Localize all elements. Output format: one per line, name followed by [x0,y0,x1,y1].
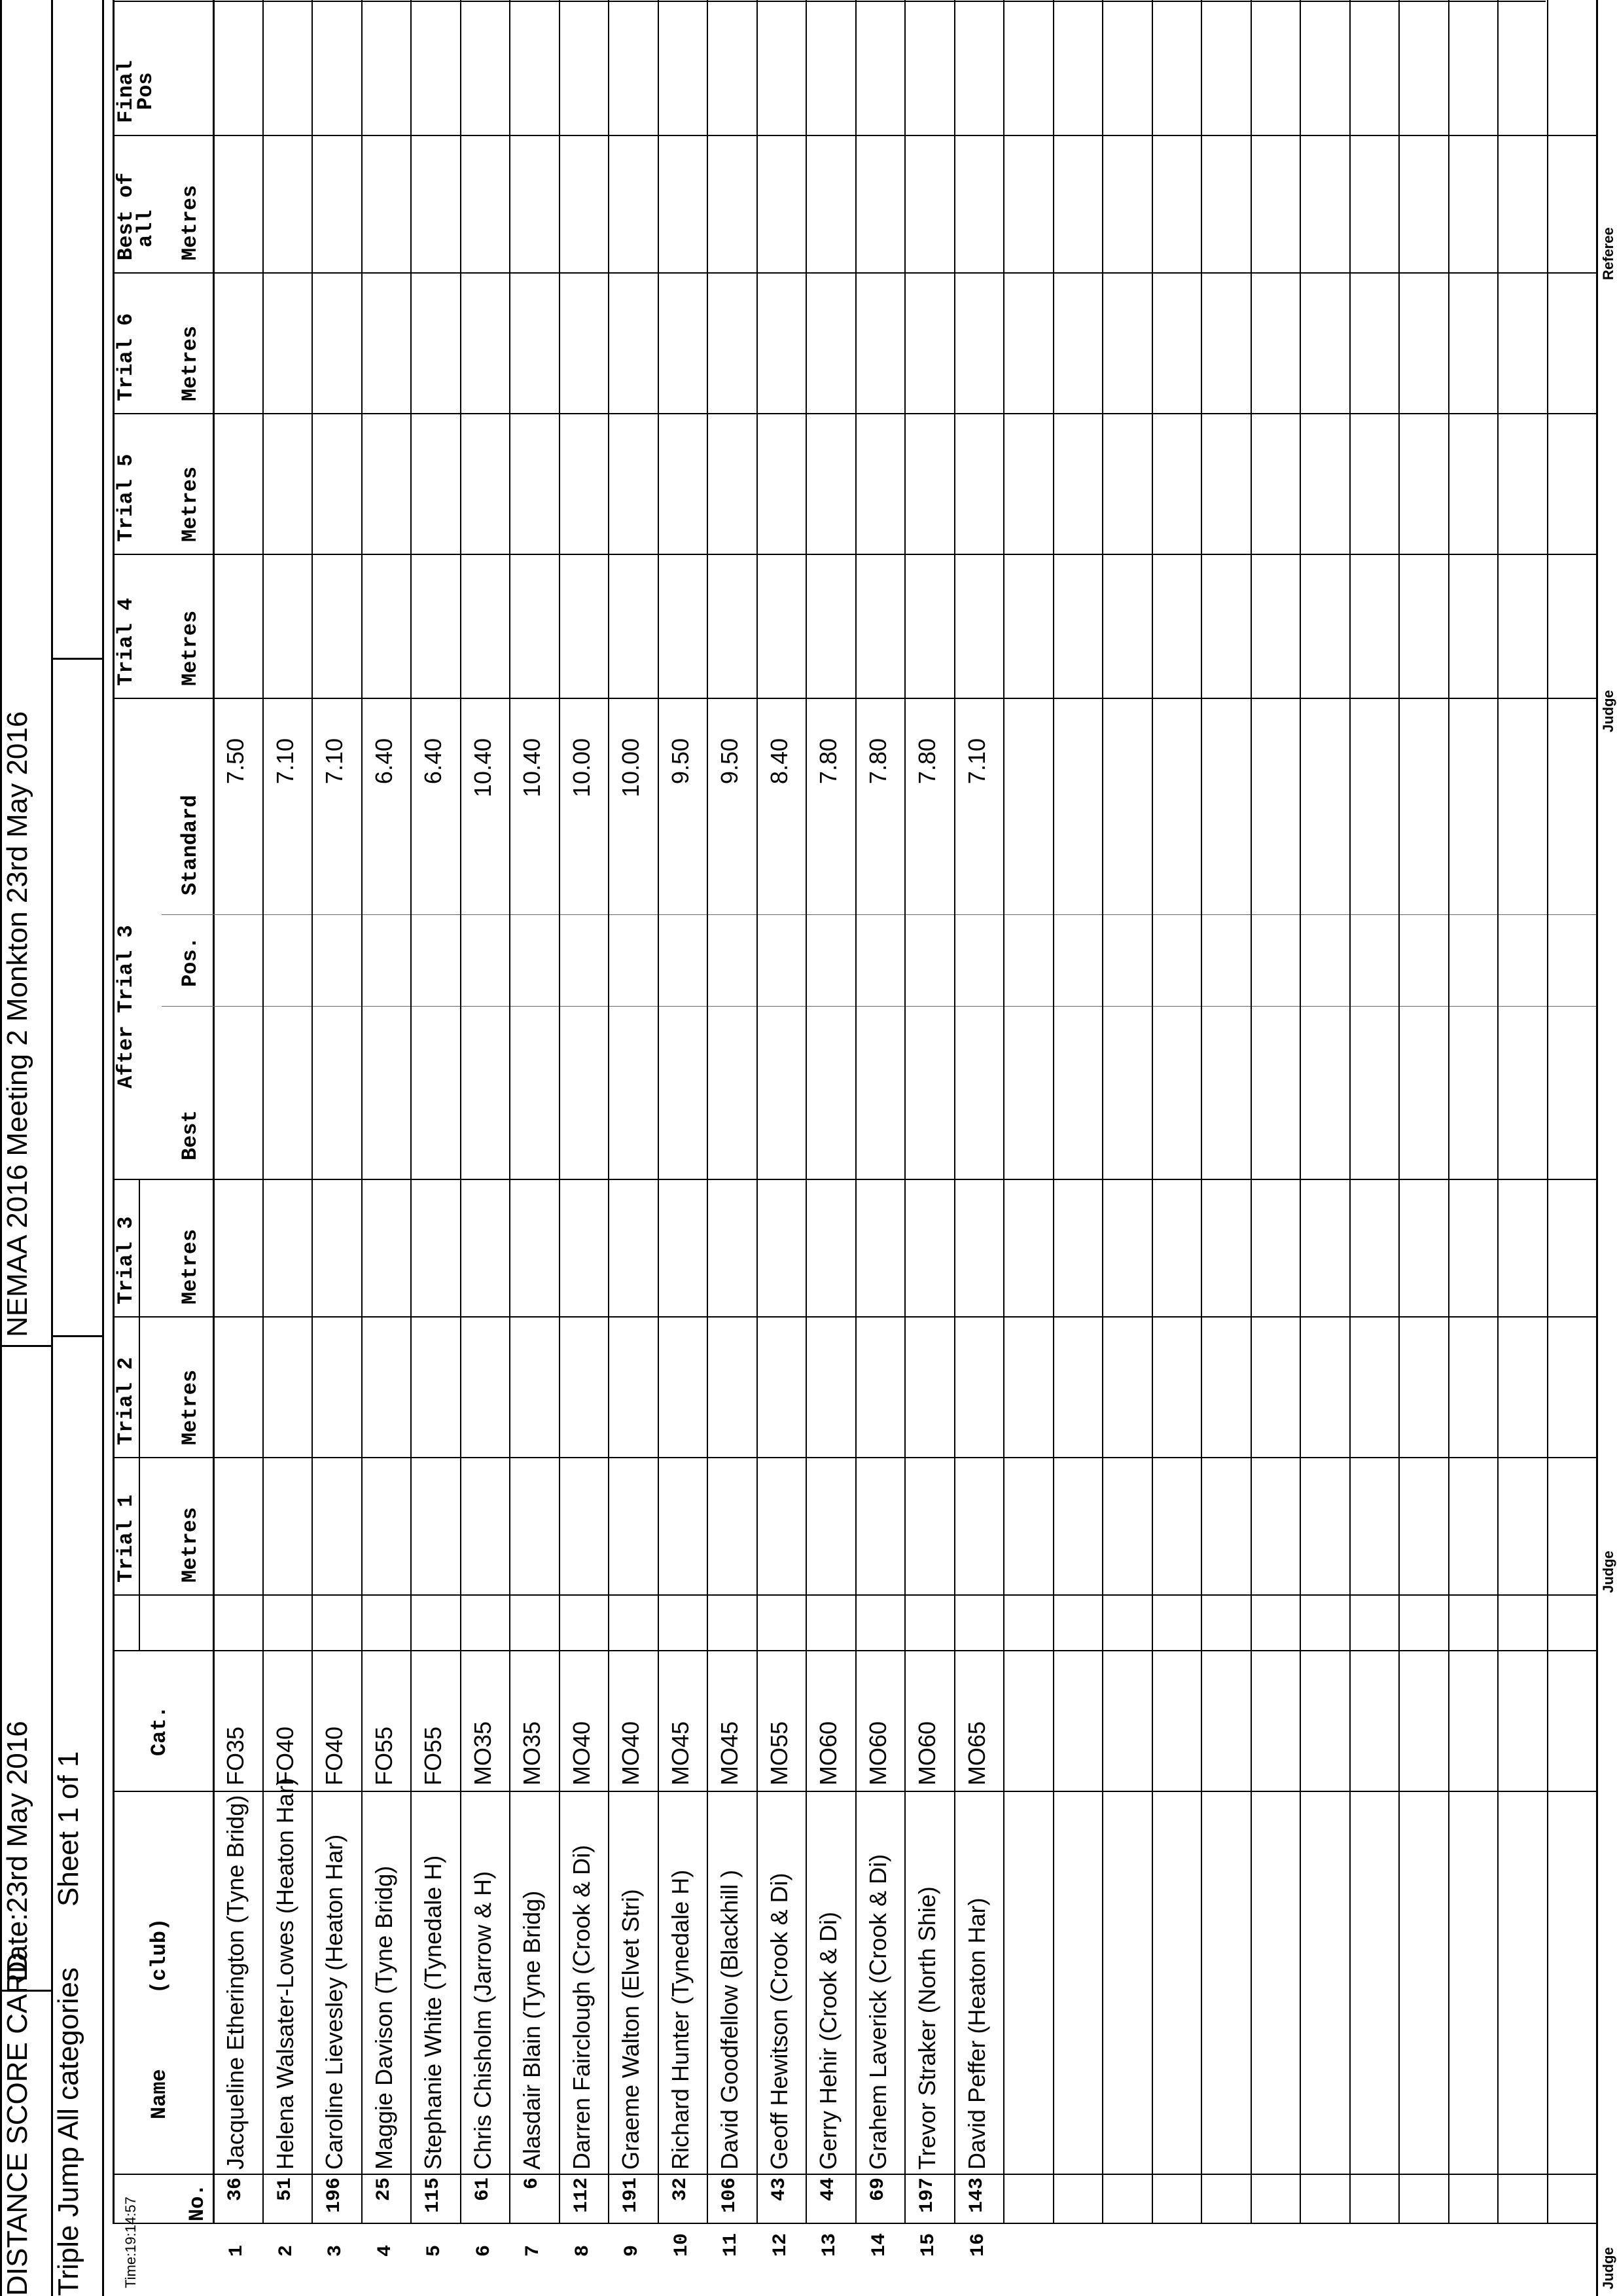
header-divider [51,0,53,2296]
col-line-trial5 [113,554,1596,555]
competitor-name: Richard Hunter (Tynedale H) [666,1869,694,2170]
after-sub-line-1 [162,1006,1596,1007]
row-line [262,0,264,2224]
competitor-category: MO60 [914,1721,940,1785]
column-header-after-best: Best [178,1110,202,1160]
row-index: 12 [769,2233,792,2257]
competitor-name: Trevor Straker (North Shie) [914,1886,940,2170]
row-index: 11 [720,2233,742,2257]
column-header-trial-5-unit: Metres [178,466,202,542]
competitor-number: 6 [521,2178,543,2190]
competitor-category: FO55 [419,1726,446,1785]
column-header-trial-4-unit: Metres [178,610,202,686]
signature-label-judge: Judge [1600,690,1616,732]
competitor-number: 36 [224,2178,247,2202]
row-line [954,0,955,2224]
standard-value: 6.40 [370,738,397,785]
column-header-trial-6-unit: Metres [178,325,202,401]
standard-value: 10.40 [469,738,496,798]
col-line-trial4 [113,698,1596,699]
row-line [1003,0,1004,2224]
competitor-number: 44 [817,2178,840,2202]
competitor-category: MO45 [666,1721,694,1785]
competitor-category: FO55 [370,1726,397,1785]
row-line [361,0,363,2224]
column-header-cat: Cat. [147,1706,171,1756]
row-index: 6 [472,2244,495,2257]
col-line-trial2 [113,1457,1596,1458]
column-header-after-standard: Standard [178,795,202,895]
competitor-name: Chris Chisholm (Jarrow & H) [469,1871,496,2170]
competitor-number: 197 [916,2178,938,2214]
competitor-name: Geoff Hewitson (Crook & Di) [765,1873,792,2170]
standard-value: 7.10 [963,738,990,785]
competitor-number: 51 [274,2178,296,2202]
card-date: Date:23rd May 2016 [1,1721,33,1982]
competitor-number: 32 [669,2178,692,2202]
col-line-trial3 [113,1316,1596,1318]
col-line-end [113,1,1546,2]
column-header-trial-5: Trial 5 [114,454,138,542]
signature-label-judge: Judge [1600,2247,1616,2289]
competitor-name: Maggie Davison (Tyne Bridg) [370,1865,397,2170]
row-line [1547,0,1548,2224]
col-line-cat [113,1791,1596,1792]
competitor-category: MO40 [567,1721,595,1785]
standard-value: 8.40 [765,738,792,785]
competitor-name: Darren Fairclough (Crook & Di) [567,1844,595,2170]
row-line [1152,0,1153,2224]
header-sep-date [0,1990,51,1992]
column-header-no: No. [185,2183,209,2221]
col-line-trial1 [113,1594,1596,1596]
col-line-best-all [113,272,1596,274]
row-index: 10 [670,2233,693,2257]
col-line-after [113,1179,1596,1180]
row-index: 4 [374,2244,397,2257]
row-index: 7 [522,2244,544,2257]
header-sep-sheet-1 [51,1335,102,1337]
sheet-number: Sheet 1 of 1 [52,1751,84,1907]
standard-value: 7.80 [815,738,842,785]
row-index: 15 [917,2233,940,2257]
column-header-trial-3: Trial 3 [114,1216,138,1304]
column-header-trial-1-unit: Metres [178,1507,202,1583]
column-header-after-pos: Pos. [178,937,202,987]
row-line [1497,0,1499,2224]
competitor-category: FO40 [321,1726,347,1785]
standard-value: 10.00 [567,738,595,798]
card-title: DISTANCE SCORE CARD [1,1952,33,2296]
column-header-trial-2-unit: Metres [178,1369,202,1445]
row-line [855,0,857,2224]
header-outline-bottom [102,0,104,2296]
row-line [1053,0,1054,2224]
standard-value: 9.50 [666,738,694,785]
competitor-number: 25 [372,2178,395,2202]
competitor-name: Graeme Walton (Elvet Stri) [617,1889,644,2170]
row-index: 16 [967,2233,989,2257]
competitor-category: MO40 [617,1721,644,1785]
header-outline-top [0,0,2,2296]
competitor-name: Stephanie White (Tynedale H) [419,1855,446,2170]
row-line [658,0,659,2224]
competitor-category: MO65 [963,1721,990,1785]
competitor-number: 115 [422,2178,444,2214]
signature-label-referee: Referee [1600,227,1616,280]
competitor-category: MO45 [716,1721,743,1785]
standard-value: 7.80 [914,738,940,785]
competitor-category: FO35 [222,1726,249,1785]
standard-value: 10.40 [518,738,545,798]
header-sep-meeting [0,1345,51,1347]
standard-value: 6.40 [419,738,446,785]
row-line [1251,0,1252,2224]
competitor-number: 106 [719,2178,741,2214]
row-line [559,0,560,2224]
column-header-trial-2: Trial 2 [114,1357,138,1445]
table-header-bottom [213,0,215,2224]
competitor-number: 43 [768,2178,791,2202]
event-name: Triple Jump All categories [52,1967,84,2296]
meeting-title: NEMAA 2016 Meeting 2 Monkton 23rd May 2016 [1,711,33,1337]
row-line [1201,0,1202,2224]
row-line [904,0,906,2224]
row-line [460,0,461,2224]
column-header-after-trial-3: After Trial 3 [114,925,138,1088]
signature-strip-top [1596,0,1598,2296]
standard-value: 7.80 [864,738,891,785]
row-index: 1 [226,2244,248,2257]
row-index: 9 [621,2244,643,2257]
competitor-name: David Peffer (Heaton Har) [963,1897,990,2170]
column-header-trial-6: Trial 6 [114,313,138,401]
competitor-category: MO60 [815,1721,842,1785]
column-header-best-all-3: Metres [178,185,202,260]
row-line [311,0,313,2224]
competitor-number: 112 [570,2178,593,2214]
column-header-name: Name (club) [147,1918,171,2119]
row-line [608,0,609,2224]
header-sep-sheet-2 [51,658,102,660]
col-line-trial6 [113,413,1596,414]
trial-header-divider [139,1180,140,1651]
time-stamp: Time:19:14:57 [122,2197,139,2288]
col-line-name [113,2174,1596,2175]
row-index: 8 [571,2244,594,2257]
competitor-name: Jacqueline Etherington (Tyne Bridg) [222,1795,249,2170]
competitor-name: Grahem Laverick (Crook & Di) [864,1854,891,2170]
row-line [1349,0,1351,2224]
row-line [806,0,807,2224]
competitor-category: MO35 [469,1721,496,1785]
standard-value: 7.10 [271,738,298,785]
column-header-trial-1: Trial 1 [114,1494,138,1583]
col-line-final [113,135,1596,136]
row-index: 14 [868,2233,891,2257]
column-header-trial-3-unit: Metres [178,1229,202,1304]
competitor-name: David Goodfellow (Blackhill ) [716,1869,743,2170]
column-header-final-2: Pos [133,72,158,110]
row-line [509,0,510,2224]
row-index: 5 [423,2244,446,2257]
competitor-name: Gerry Hehir (Crook & Di) [815,1911,842,2170]
competitor-category: MO35 [518,1721,545,1785]
competitor-name: Caroline Lievesley (Heaton Har) [321,1834,347,2170]
competitor-number: 143 [965,2178,988,2214]
standard-value: 10.00 [617,738,644,798]
column-header-best-all-1: Best of [114,172,138,260]
col-line-blank [113,1650,1596,1651]
competitor-number: 191 [620,2178,642,2214]
competitor-number: 69 [866,2178,889,2202]
standard-value: 9.50 [716,738,743,785]
row-line [1300,0,1301,2224]
column-header-final-1: Final [114,60,138,123]
column-header-trial-4: Trial 4 [114,598,138,686]
competitor-number: 196 [323,2178,346,2214]
row-line [707,0,708,2224]
row-line [1398,0,1400,2224]
standard-value: 7.50 [222,738,249,785]
standard-value: 7.10 [321,738,347,785]
competitor-name: Alasdair Blain (Tyne Bridg) [518,1890,545,2170]
row-index: 2 [275,2244,298,2257]
col-line-no [113,2223,1596,2224]
competitor-category: MO60 [864,1721,891,1785]
row-line [410,0,412,2224]
competitor-number: 61 [471,2178,494,2202]
competitor-category: MO55 [765,1721,792,1785]
row-line [756,0,758,2224]
competitor-name: Helena Walsater-Lowes (Heaton Har) [271,1778,298,2170]
row-line [1448,0,1449,2224]
competitor-category: FO40 [271,1726,298,1785]
row-line [1102,0,1103,2224]
signature-label-judge: Judge [1600,1551,1616,1593]
row-index: 3 [325,2244,347,2257]
column-header-best-all-2: all [133,209,158,247]
row-index: 13 [819,2233,841,2257]
